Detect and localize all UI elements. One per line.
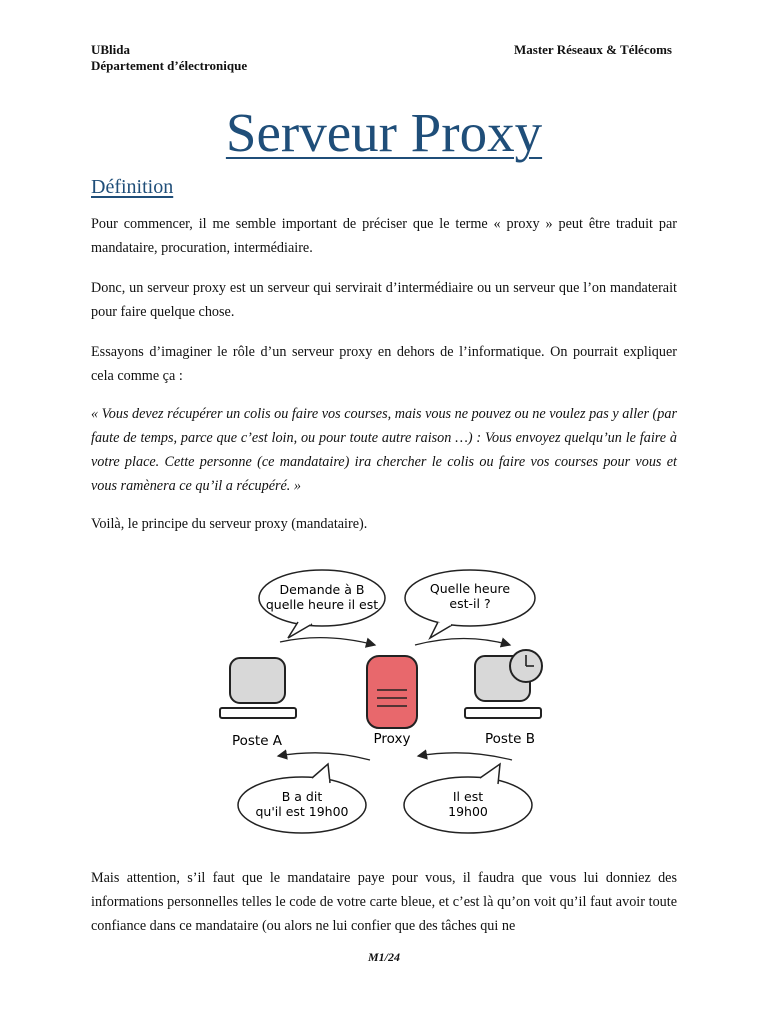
speech-bubble-bottom-left (238, 764, 366, 833)
speech-bubble-bottom-right (404, 764, 532, 833)
section-heading: Définition (91, 176, 174, 198)
paragraph-4: Voilà, le principe du serveur proxy (mandataire). (91, 516, 368, 532)
label-proxy: Proxy (373, 731, 411, 747)
arrow-a-to-proxy (280, 638, 375, 645)
proxy-server-icon (367, 656, 417, 728)
arrow-proxy-to-b (415, 639, 510, 646)
paragraph-1: Pour commencer, il me semble important de préciser que le terme « proxy » peut être traduit par mandataire, procuration, intermédiaire. (91, 216, 677, 256)
arrow-proxy-to-a (278, 753, 370, 760)
label-poste-a: Poste A (231, 733, 283, 749)
header-university: UBlida (91, 42, 131, 57)
header-left (91, 42, 247, 74)
clock-icon (510, 650, 542, 682)
bubble-top-right-line2: est-il ? (449, 596, 491, 611)
header-department: Département d’électronique (91, 58, 248, 73)
speech-bubble-top-right (405, 570, 535, 638)
paragraph-2: Donc, un serveur proxy est un serveur qui servirait d’intermédiaire ou un serveur que l’on mandaterait pour faire quelque chose. (91, 280, 677, 320)
paragraph-5: Mais attention, s’il faut que le mandataire paye pour vous, il faudra que vous lui donniez des informations personnelles telles le code de votre carte bleue, et c’est là qu’on voit qu’il faut avoir toute confiance dans ce mandataire (ou alors ne lui confier que des tâches qui ne (91, 870, 677, 934)
poste-a-computer-icon (220, 658, 296, 718)
bubble-bottom-right-line1: Il est (452, 789, 484, 804)
header-program: Master Réseaux & Télécoms (513, 42, 672, 57)
page-title: Serveur Proxy (225, 102, 543, 163)
bubble-top-left-line2: quelle heure il est (265, 597, 379, 612)
bubble-bottom-left-line2: qu'il est 19h00 (255, 804, 349, 819)
speech-bubble-top-left (259, 570, 385, 638)
page-number: M1/24 (367, 950, 400, 964)
proxy-diagram (200, 560, 570, 840)
bubble-bottom-right-line2: 19h00 (448, 804, 488, 819)
arrow-b-to-proxy (418, 753, 512, 760)
bubble-top-right-line1: Quelle heure (429, 581, 511, 596)
bubble-bottom-left-line1: B a dit (281, 789, 323, 804)
paragraph-3: Essayons d’imaginer le rôle d’un serveur proxy en dehors de l’informatique. On pourrait expliquer cela comme ça : (91, 344, 677, 384)
bubble-top-left-line1: Demande à B (279, 582, 365, 597)
label-poste-b: Poste B (484, 731, 536, 747)
quote-paragraph: « Vous devez récupérer un colis ou faire vos courses, mais vous ne pouvez ou ne voulez pas y aller (par faute de temps, parce que c’est loin, ou pour toute autre raison …) : Vous envoyez quelqu’un le faire à votre place. Cette personne (ce mandataire) ira chercher le colis ou faire vos courses pour vous et vous ramènera ce qu’il a récupéré. » (91, 406, 677, 494)
